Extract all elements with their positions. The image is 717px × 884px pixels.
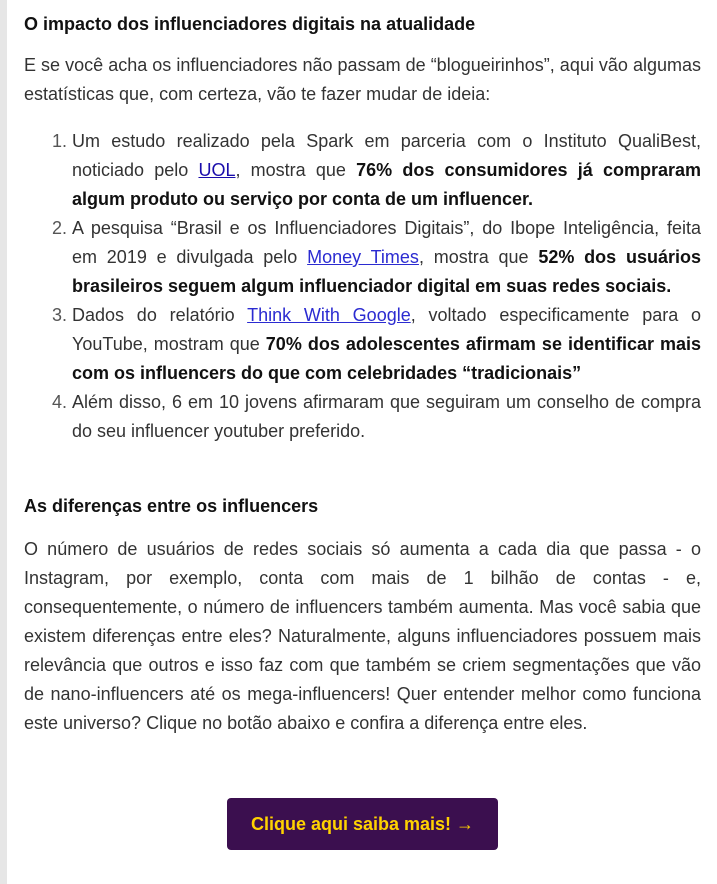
left-border bbox=[0, 0, 7, 884]
item-highlight: 76% dos consumidores já compraram algum produto ou serviço por conta de um influencer. bbox=[72, 160, 701, 209]
item-text: Um estudo realizado pela Spark em parceria com o Instituto QualiBest, noticiado pelo bbox=[72, 131, 701, 180]
body-paragraph: O número de usuários de redes sociais só aumenta a cada dia que passa - o Instagram, por exemplo, conta com mais de 1 bilhão de contas - e, consequentemente, o número de influencers também aumenta. Mas você sabia que existem diferenças entre eles? Naturalmente, alguns influenciadores possuem mais relevância que outros e isso faz com que também se criem segmentações que vão de nano-influencers até os mega-influencers! Quer entender melhor como funciona este universo? Clique no botão abaixo e confira a diferença entre eles. bbox=[24, 539, 701, 733]
list-item bbox=[72, 214, 701, 301]
item-text: Dados do relatório bbox=[72, 305, 248, 325]
section-heading-diferencas: As diferenças entre os influencers bbox=[24, 496, 319, 516]
item-highlight: 52% dos usuários brasileiros seguem algum influenciador digital em suas redes sociais. bbox=[72, 247, 701, 296]
section-heading-impacto: O impacto dos influenciadores digitais na atualidade bbox=[24, 14, 476, 34]
item-text: Além disso, 6 em 10 jovens afirmaram que seguiram um conselho de compra do seu influencer youtuber preferido. bbox=[72, 392, 701, 441]
item-text: , voltado especificamente para o YouTube, mostram que bbox=[72, 305, 702, 354]
statistics-list bbox=[24, 127, 701, 446]
list-item bbox=[72, 388, 701, 446]
link-uol[interactable]: UOL bbox=[198, 160, 236, 180]
list-item bbox=[72, 127, 701, 214]
item-text: , mostra que bbox=[235, 160, 357, 180]
item-text: A pesquisa “Brasil e os Influenciadores Digitais”, do Ibope Inteligência, feita em 2019 e divulgada pelo bbox=[72, 218, 701, 267]
list-item bbox=[72, 301, 701, 388]
item-text: , mostra que bbox=[418, 247, 539, 267]
link-money-times[interactable]: Money Times bbox=[307, 247, 419, 267]
cta-button[interactable]: Clique aqui saiba mais! → bbox=[227, 798, 498, 850]
item-highlight: 70% dos adolescentes afirmam se identificar mais com os influencers do que com celebridades “tradicionais” bbox=[72, 334, 702, 383]
intro-paragraph: E se você acha os influenciadores não passam de “blogueirinhos”, aqui vão algumas estatísticas que, com certeza, vão te fazer mudar de ideia: bbox=[24, 55, 701, 104]
link-think-with-google[interactable]: Think With Google bbox=[247, 305, 411, 325]
